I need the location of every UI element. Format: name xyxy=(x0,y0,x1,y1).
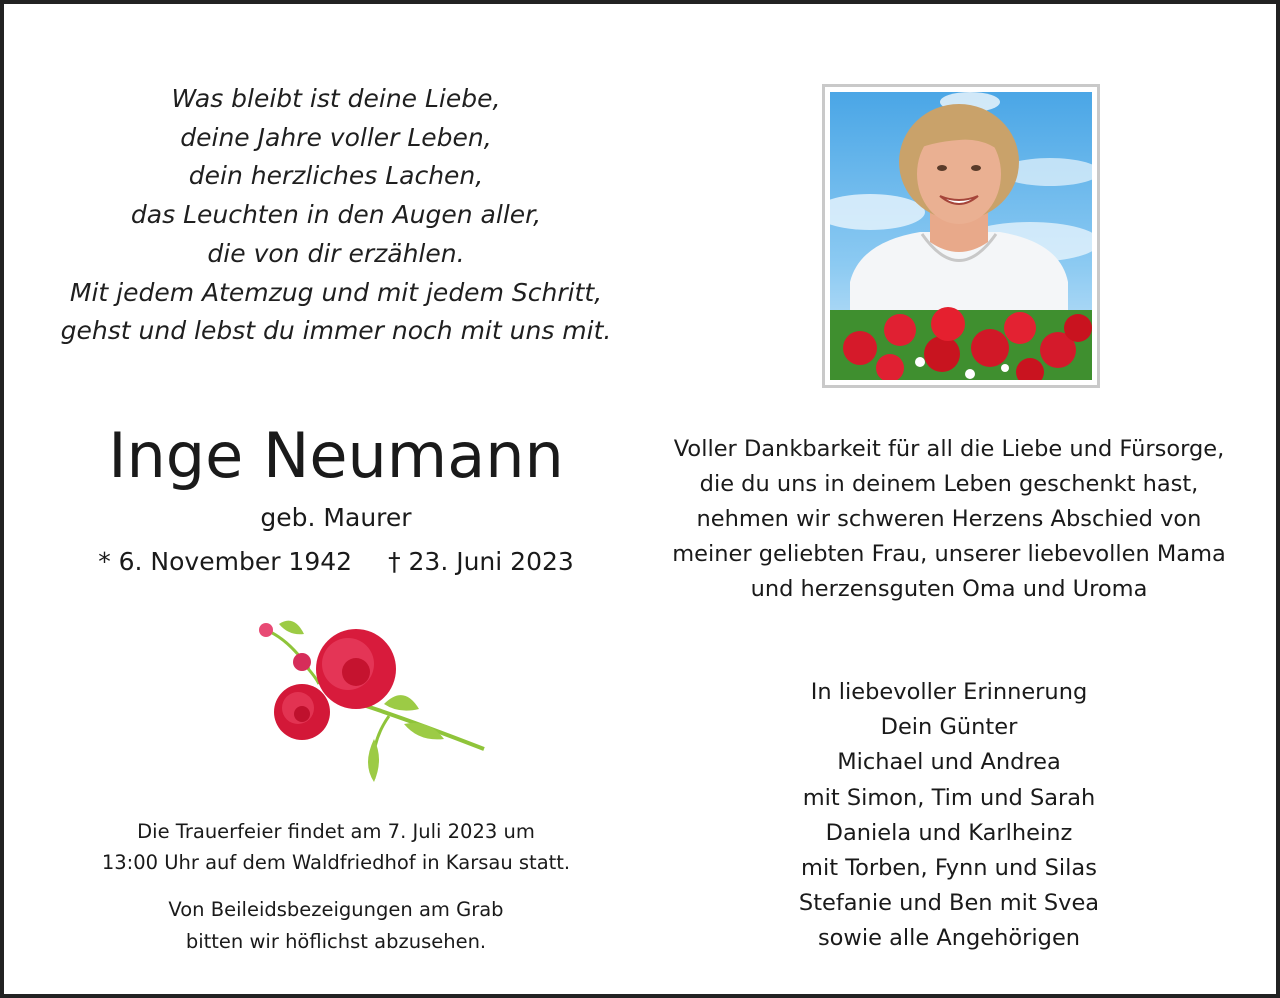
portrait-photo xyxy=(830,92,1092,380)
condolence-note xyxy=(24,894,648,958)
ceremony-info xyxy=(24,816,648,878)
mourner-line: mit Simon, Tim und Sarah xyxy=(802,784,1096,811)
thanks-line: meiner geliebten Frau, unserer liebevollen Mama xyxy=(672,541,1226,567)
poem-line: gehst und lebst du immer noch mit uns mit. xyxy=(60,316,612,346)
rose-illustration xyxy=(244,614,504,789)
thanks-text xyxy=(634,432,1264,607)
deceased-name: Inge Neumann xyxy=(108,419,564,492)
poem-line: Mit jedem Atemzug und mit jedem Schritt, xyxy=(69,277,603,307)
poem-line: das Leuchten in den Augen aller, xyxy=(130,200,542,230)
mourner-line: Michael und Andrea xyxy=(837,749,1061,776)
ceremony-line: Die Trauerfeier findet am 7. Juli 2023 um xyxy=(137,820,535,843)
condolence-line: bitten wir höflichst abzusehen. xyxy=(185,930,487,953)
birth-date: * 6. November 1942 xyxy=(98,547,353,576)
poem-line: deine Jahre voller Leben, xyxy=(180,122,492,152)
portrait-frame xyxy=(822,84,1100,388)
thanks-line: die du uns in deinem Leben geschenkt hast, xyxy=(699,471,1199,497)
poem-line: die von dir erzählen. xyxy=(207,238,465,268)
mourners-list xyxy=(634,675,1264,957)
poem-line: dein herzliches Lachen, xyxy=(188,161,484,191)
death-date: † 23. Juni 2023 xyxy=(388,547,574,576)
life-dates xyxy=(24,544,648,580)
thanks-line: nehmen wir schweren Herzens Abschied von xyxy=(696,506,1202,532)
mourner-line: Daniela und Karlheinz xyxy=(825,819,1073,846)
ceremony-line: 13:00 Uhr auf dem Waldfriedhof in Karsau statt. xyxy=(101,851,571,874)
mourner-line: Stefanie und Ben mit Svea xyxy=(798,890,1100,917)
condolence-line: Von Beileidsbezeigungen am Grab xyxy=(168,898,504,921)
mourner-line: sowie alle Angehörigen xyxy=(817,925,1081,952)
thanks-line: und herzensguten Oma und Uroma xyxy=(750,576,1148,602)
mourner-line: In liebevoller Erinnerung xyxy=(810,679,1088,705)
thanks-line: Voller Dankbarkeit für all die Liebe und Fürsorge, xyxy=(673,436,1225,462)
poem xyxy=(24,80,648,351)
poem-line: Was bleibt ist deine Liebe, xyxy=(171,84,501,113)
mourner-line: Dein Günter xyxy=(880,714,1018,741)
mourner-line: mit Torben, Fynn und Silas xyxy=(801,855,1097,882)
birth-name: geb. Maurer xyxy=(260,503,412,532)
